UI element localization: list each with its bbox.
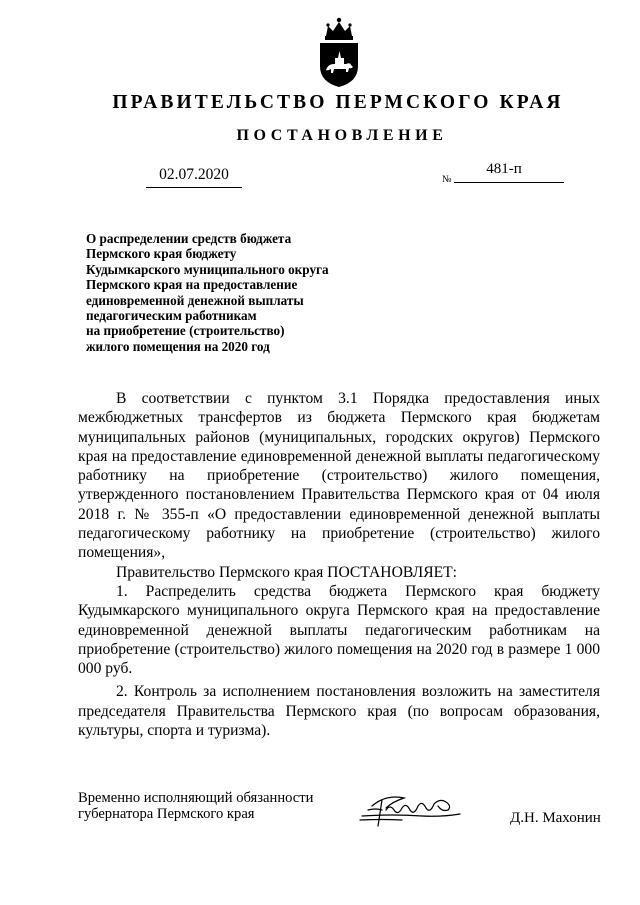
- item-1-paragraph: 1. Распределить средства бюджета Пермского края бюджету Кудымкарского муниципального округа Пермского края на предоставление единовременной денежной выплаты педагогическим работникам на приобретение (строительство) жилого помещения на 2020 год в размере 1 000 000 руб.: [78, 582, 600, 678]
- signer-position-line: губернатора Пермского края: [78, 805, 255, 822]
- preamble-paragraph: В соответствии с пунктом 3.1 Порядка предоставления иных межбюджетных трансфертов из бюджета Пермского края бюджетам муниципальных районов (муниципальных, городских округов) Пермского края на предоставление единовременной денежной выплаты педагогическому работнику на приобретение (строительство) жилого помещения, утвержденного постановлением Правительства Пермского края от 04 июля 2018 г. № 355-п «О предоставлении единовременной денежной выплаты педагогическому работнику на приобретение (строительство) жилого помещения»,: [78, 390, 600, 562]
- document-date: [146, 166, 242, 188]
- item-2-paragraph: 2. Контроль за исполнением постановления возложить на заместителя председателя Правительства Пермского края (по вопросам образования, культуры, спорта и туризма).: [78, 683, 600, 740]
- subject-line: на приобретение (строительство): [86, 323, 285, 339]
- handwritten-signature-icon: [352, 786, 466, 832]
- signer-position-line: Временно исполняющий обязанности: [78, 790, 314, 806]
- signer-name: Д.Н. Махонин: [510, 810, 601, 826]
- perm-krai-coat-of-arms-icon: [316, 14, 362, 88]
- document-subject: [86, 231, 386, 354]
- document-type: ПОСТАНОВЛЕНИЕ: [236, 127, 448, 144]
- document-body: [78, 389, 600, 740]
- date-value: 02.07.2020: [159, 166, 229, 183]
- subject-line: педагогическим работникам: [86, 308, 257, 324]
- signer-position: [78, 791, 313, 822]
- government-title: ПРАВИТЕЛЬСТВО ПЕРМСКОГО КРАЯ: [112, 92, 564, 113]
- subject-line: жилого помещения на 2020 год: [86, 338, 270, 354]
- number-value: 481-п: [486, 161, 522, 177]
- subject-line: единовременной денежной выплаты: [86, 292, 304, 308]
- resolves-paragraph: Правительство Пермского края ПОСТАНОВЛЯЕТ:: [116, 563, 457, 581]
- document-number: [454, 160, 564, 183]
- number-sign: №: [442, 174, 452, 185]
- subject-line: Кудымкарского муниципального округа: [86, 261, 329, 277]
- date-underline: [146, 187, 242, 188]
- subject-line: О распределении средств бюджета: [86, 231, 292, 246]
- subject-line: Пермского края бюджету: [86, 246, 237, 262]
- number-underline: [454, 182, 564, 183]
- subject-line: Пермского края на предоставление: [86, 277, 298, 293]
